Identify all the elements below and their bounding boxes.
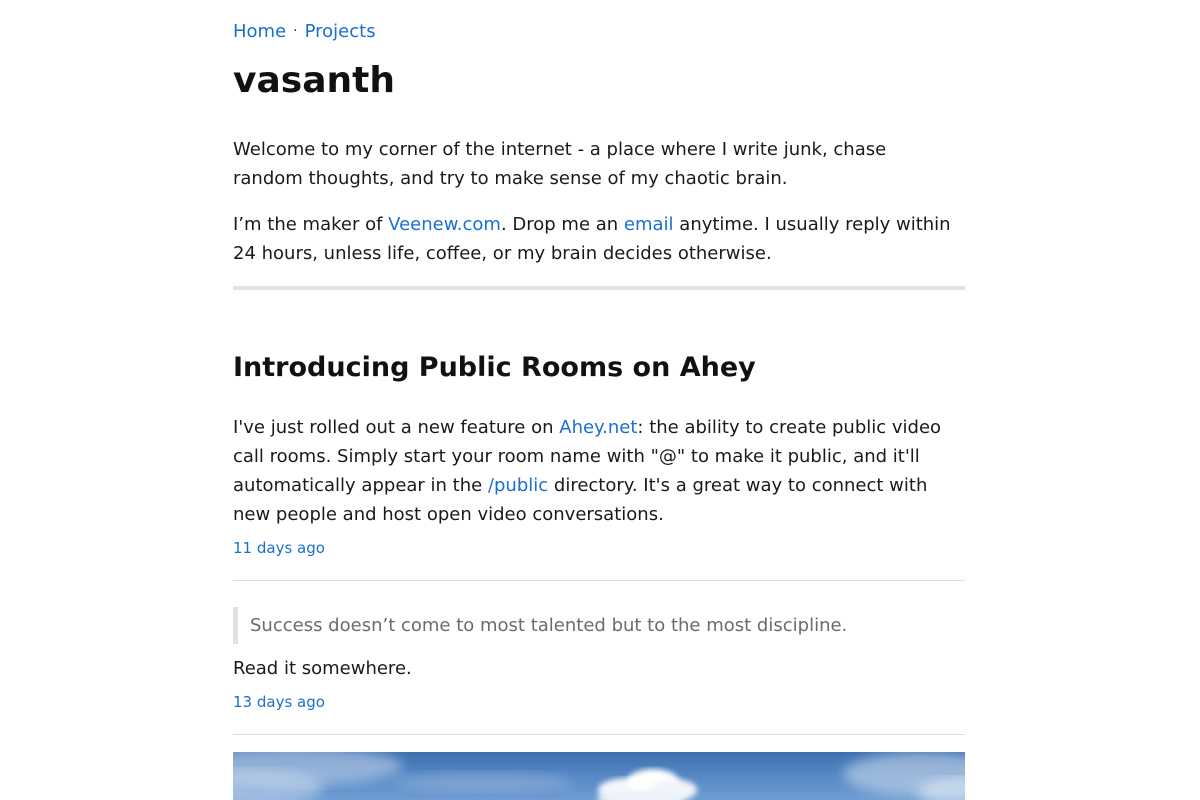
- intro-paragraph-1: Welcome to my corner of the internet - a place where I write junk, chase random thoughts, and try to make sense of my chaotic brain.: [233, 139, 887, 189]
- post-image: [233, 752, 965, 800]
- sky-clouds-image: [233, 752, 965, 800]
- header-divider: [233, 286, 965, 290]
- post-note: Read it somewhere.: [233, 658, 412, 679]
- post-text: directory. It's a great way to connect with new people and host open video conversations.: [233, 475, 928, 525]
- nav-projects-link[interactable]: Projects: [304, 21, 376, 42]
- public-directory-link[interactable]: /public: [487, 475, 549, 496]
- intro-text: . Drop me an: [500, 214, 624, 235]
- veenew-link[interactable]: Veenew.com: [388, 214, 501, 235]
- nav-separator: ·: [293, 23, 298, 39]
- post-text: : the ability to create public video call rooms. Simply start your room name with "@" to make it public, and it'll automatically appear in the: [233, 417, 942, 496]
- post-date-link[interactable]: 11 days ago: [233, 539, 325, 557]
- post-quote: Success doesn’t come to most talented but to the most discipline.: [233, 607, 962, 644]
- site-title: vasanth: [233, 60, 395, 101]
- post-date-link[interactable]: 13 days ago: [233, 693, 325, 711]
- post-body: [233, 413, 953, 529]
- intro-text: anytime. I usually reply within 24 hours, unless life, coffee, or my brain decides otherwise.: [233, 214, 951, 264]
- intro-text: I’m the maker of: [233, 214, 389, 235]
- post-divider: [233, 580, 965, 581]
- email-link[interactable]: email: [623, 214, 674, 235]
- post-divider: [233, 734, 965, 735]
- intro-paragraph-2: [233, 210, 953, 268]
- top-nav: [233, 20, 376, 45]
- post-text: I've just rolled out a new feature on: [233, 417, 560, 438]
- nav-home-link[interactable]: Home: [233, 21, 287, 42]
- post-title: Introducing Public Rooms on Ahey: [233, 352, 756, 383]
- ahey-link[interactable]: Ahey.net: [559, 417, 638, 438]
